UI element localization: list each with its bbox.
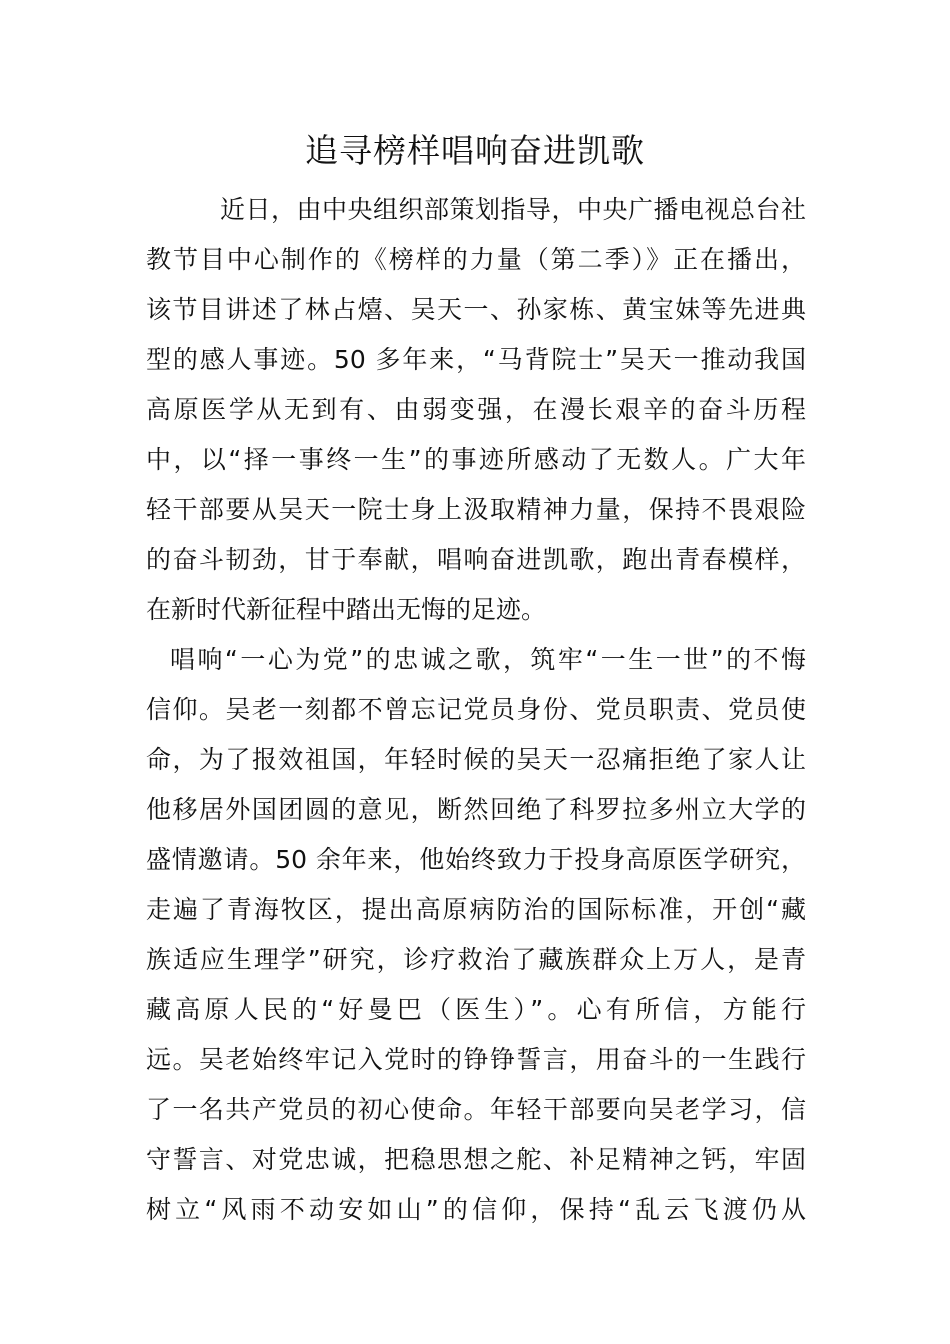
- paragraph-1-line-4: 型的感人事迹。50 多年来，“马背院士”吴天一推动我国: [146, 345, 806, 374]
- paragraph-1-line-7: 轻干部要从吴天一院士身上汲取精神力量，保持不畏艰险: [146, 495, 806, 524]
- paragraph-2-line-12: 树立“风雨不动安如山”的信仰，保持“乱云飞渡仍从: [146, 1195, 806, 1224]
- paragraph-1-line-2: 教节目中心制作的《榜样的力量（第二季）》正在播出，: [146, 245, 806, 274]
- paragraph-1-line-3: 该节目讲述了林占熺、吴天一、孙家栋、黄宝妹等先进典: [146, 295, 806, 324]
- paragraph-1-line-6: 中，以“择一事终一生”的事迹所感动了无数人。广大年: [146, 445, 806, 474]
- paragraph-2-line-10: 了一名共产党员的初心使命。年轻干部要向吴老学习，信: [146, 1095, 806, 1124]
- paragraph-2-line-2: 信仰。吴老一刻都不曾忘记党员身份、党员职责、党员使: [146, 695, 806, 724]
- paragraph-2-line-8: 藏高原人民的“好曼巴（医生）”。心有所信，方能行: [146, 995, 806, 1024]
- paragraph-2-line-7: 族适应生理学”研究，诊疗救治了藏族群众上万人，是青: [146, 945, 806, 974]
- paragraph-2-line-3: 命，为了报效祖国，年轻时候的吴天一忍痛拒绝了家人让: [146, 745, 806, 774]
- paragraph-1-line-9: 在新时代新征程中踏出无悔的足迹。: [146, 595, 547, 624]
- page-title: 追寻榜样唱响奋进凯歌: [305, 131, 645, 170]
- paragraph-1-line-8: 的奋斗韧劲，甘于奉献，唱响奋进凯歌，跑出青春模样，: [146, 545, 806, 574]
- paragraph-2-line-9: 远。吴老始终牢记入党时的铮铮誓言，用奋斗的一生践行: [146, 1045, 806, 1074]
- paragraph-2-line-11: 守誓言、对党忠诚，把稳思想之舵、补足精神之钙，牢固: [146, 1145, 806, 1174]
- paragraph-2-line-4: 他移居外国团圆的意见，断然回绝了科罗拉多州立大学的: [146, 795, 806, 824]
- paragraph-2-line-1: 唱响“一心为党”的忠诚之歌，筑牢“一生一世”的不悔: [170, 645, 806, 674]
- paragraph-2-line-6: 走遍了青海牧区，提出高原病防治的国际标准，开创“藏: [146, 895, 806, 924]
- paragraph-1-line-1: 近日，由中央组织部策划指导，中央广播电视总台社: [220, 195, 806, 224]
- paragraph-2-line-5: 盛情邀请。50 余年来，他始终致力于投身高原医学研究，: [146, 845, 806, 874]
- paragraph-1-line-5: 高原医学从无到有、由弱变强，在漫长艰辛的奋斗历程: [146, 395, 806, 424]
